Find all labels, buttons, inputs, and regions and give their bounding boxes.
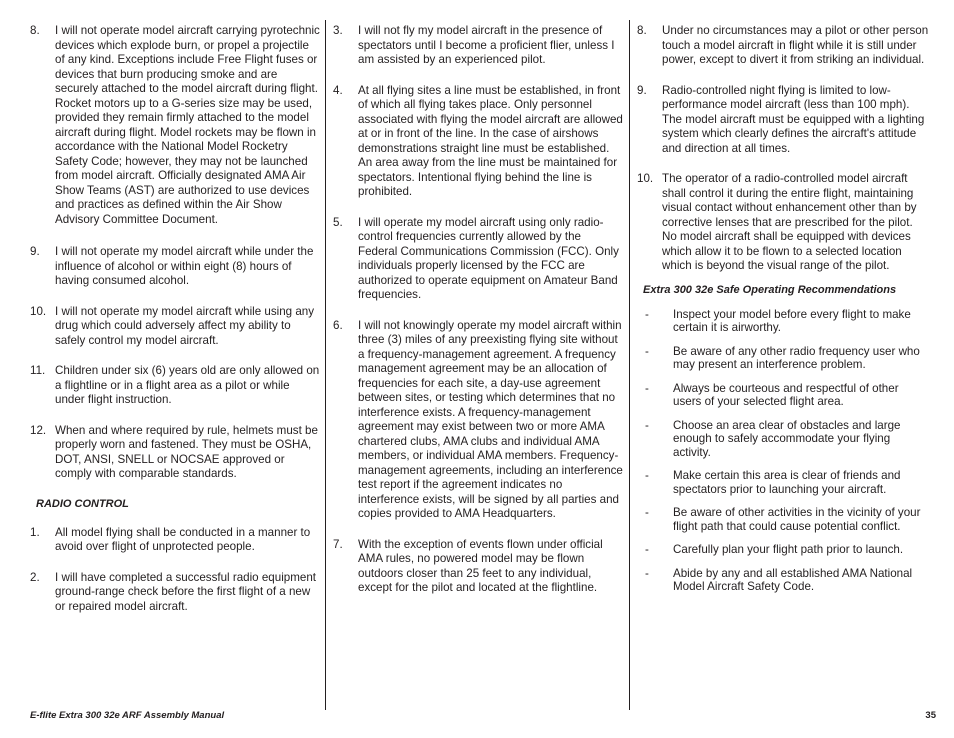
rule-item — [30, 305, 320, 349]
dash-bullet: - — [645, 506, 649, 519]
rule-text: I will operate my model aircraft using only radio-control frequencies currently allowed by the Federal Communications Commission (FCC). Only individuals properly licensed by the FCC are authorized to operate equipment on Amateur Band frequencies. — [358, 215, 619, 301]
rule-text: I will not operate my model aircraft while using any drug which could adversely affect my ability to safely control my model aircraft. — [55, 304, 315, 347]
rule-item — [30, 571, 320, 615]
rule-number: 9. — [637, 83, 647, 97]
rule-item — [637, 24, 929, 68]
column-2 — [333, 24, 623, 612]
rule-item — [30, 364, 320, 408]
dash-bullet: - — [645, 344, 649, 358]
recommendation-item — [637, 506, 929, 533]
footer-manual-title: E-flite Extra 300 32e ARF Assembly Manual — [30, 710, 225, 721]
footer-page-number: 35 — [925, 710, 936, 721]
rule-number: 6. — [333, 318, 343, 332]
rule-number: 7. — [333, 537, 343, 551]
dash-bullet: - — [645, 566, 649, 580]
rule-item — [30, 424, 320, 482]
section-heading-safe-operating: Extra 300 32e Safe Operating Recommendations — [643, 283, 897, 296]
rule-item — [333, 84, 623, 200]
rule-text: The operator of a radio-controlled model aircraft shall control it during the entire flight, maintaining visual contact without enhancement other than by corrective lenses that are prescribed for the pilot. No model aircraft shall be equipped with devices which allow it to be flown to a selected location which is beyond the visual range of the pilot. — [662, 172, 917, 272]
rule-number: 10. — [637, 172, 654, 185]
rule-number: 10. — [30, 304, 47, 318]
recommendation-item — [637, 567, 929, 594]
rule-text: Children under six (6) years old are only allowed on a flightline or in a flight area as a pilot or while under flight instruction. — [55, 364, 320, 406]
recommendation-text: Make certain this area is clear of friends and spectators prior to launching your aircraft. — [673, 469, 901, 496]
recommendation-item — [637, 543, 929, 557]
recommendation-text: Choose an area clear of obstacles and large enough to safely accommodate your flying activity. — [673, 418, 901, 459]
recommendation-item — [637, 308, 929, 335]
recommendation-item — [637, 469, 929, 496]
section-heading-radio-control: RADIO CONTROL — [36, 497, 129, 510]
rule-item — [637, 172, 929, 274]
rule-item — [333, 216, 623, 303]
recommendation-item — [637, 345, 929, 372]
rule-text: Under no circumstances may a pilot or other person touch a model aircraft in flight while it is still under power, except to divert it from striking an individual. — [662, 24, 929, 66]
rule-item — [333, 538, 623, 596]
recommendation-item — [637, 419, 929, 460]
rule-number: 8. — [30, 24, 40, 37]
recommendation-item — [637, 382, 929, 409]
rule-text: When and where required by rule, helmets must be properly worn and fastened. They must be OSHA, DOT, ANSI, SNELL or NOCSAE approved or comply with comparable standards. — [55, 423, 318, 480]
dash-bullet: - — [645, 418, 649, 432]
rule-item — [333, 24, 623, 68]
rule-text: I will have completed a successful radio equipment ground-range check before the first flight of a new or repaired model aircraft. — [55, 570, 316, 613]
rule-number: 1. — [30, 525, 40, 539]
rule-text: I will not fly my model aircraft in the presence of spectators until I become a proficient flier, unless I am assisted by an experienced pilot. — [358, 24, 615, 66]
rule-number: 2. — [30, 570, 40, 584]
recommendation-text: Be aware of other activities in the vicinity of your flight path that could cause potential conflict. — [673, 506, 921, 533]
recommendation-text: Abide by any and all established AMA National Model Aircraft Safety Code. — [673, 566, 913, 593]
rule-number: 9. — [30, 245, 40, 258]
dash-bullet: - — [645, 381, 649, 395]
column-divider-1 — [325, 20, 326, 710]
recommendation-text: Always be courteous and respectful of other users of your selected flight area. — [673, 381, 899, 408]
rule-item — [333, 319, 623, 522]
rule-text: I will not operate my model aircraft while under the influence of alcohol or within eight (8) hours of having consumed alcohol. — [55, 245, 314, 287]
column-divider-2 — [629, 20, 630, 710]
rule-number: 3. — [333, 24, 343, 37]
rule-text: All model flying shall be conducted in a manner to avoid over flight of unprotected people. — [55, 525, 311, 553]
rule-item — [30, 24, 320, 227]
dash-bullet: - — [645, 469, 649, 482]
dash-bullet: - — [645, 543, 649, 556]
rule-text: With the exception of events flown under official AMA rules, no powered model may be flown outdoors closer than 25 feet to any individual, except for the pilot and located at the flightline. — [358, 537, 603, 594]
column-3 — [637, 24, 929, 604]
rule-text: I will not operate model aircraft carrying pyrotechnic devices which explode burn, or propel a projectile of any kind. Exceptions include Free Flight fuses or devices that burn producing smoke and are securely attached to the model aircraft during flight. Rocket motors up to a G-series size may be used, provided they remain firmly attached to the model aircraft during flight. Model rockets may be flown in accordance with the National Model Rocketry Safety Code; however, they may not be launched from model aircraft. Officially designated AMA Air Show Teams (AST) are authorized to use devices and practices as defined within the Air Show Advisory Committee Document. — [55, 24, 320, 226]
column-1 — [30, 24, 320, 630]
rule-item — [30, 526, 320, 555]
rule-number: 11. — [30, 364, 46, 377]
rule-item — [637, 84, 929, 157]
rule-text: At all flying sites a line must be established, in front of which all flying takes place. Only personnel associated with flying the model aircraft are allowed at or in front of the line. In the case of airshows demonstrations straight line must be established. An area away from the line must be maintained for spectators. Intentional flying behind the line is prohibited. — [358, 83, 623, 198]
rule-text: Radio-controlled night flying is limited to low-performance model aircraft (less than 100 mph). The model aircraft must be equipped with a lighting system which clearly defines the aircraft's attitude and direction at all times. — [662, 83, 925, 155]
rule-number: 5. — [333, 215, 343, 229]
dash-bullet: - — [645, 307, 649, 321]
recommendation-text: Inspect your model before every flight to make certain it is airworthy. — [673, 307, 911, 334]
rule-number: 4. — [333, 83, 343, 97]
rule-item — [30, 245, 320, 289]
recommendation-text: Carefully plan your flight path prior to launch. — [673, 543, 904, 556]
rule-number: 12. — [30, 423, 47, 437]
recommendation-text: Be aware of any other radio frequency user who may present an interference problem. — [673, 344, 920, 371]
rule-number: 8. — [637, 24, 647, 37]
rule-text: I will not knowingly operate my model aircraft within three (3) miles of any preexisting flying site without a frequency-management agreement. A frequency management agreement may be an allocation of frequencies for each site, a day-use agreement between sites, or testing which determines that no interference exists. A frequency-management agreement may exist between two or more AMA chartered clubs, AMA clubs and individual AMA members, or individual AMA members. Frequency-management agreements, including an interference test report if the agreement indicates no interference exists, will be signed by all parties and copies provided to AMA Headquarters. — [358, 318, 623, 520]
